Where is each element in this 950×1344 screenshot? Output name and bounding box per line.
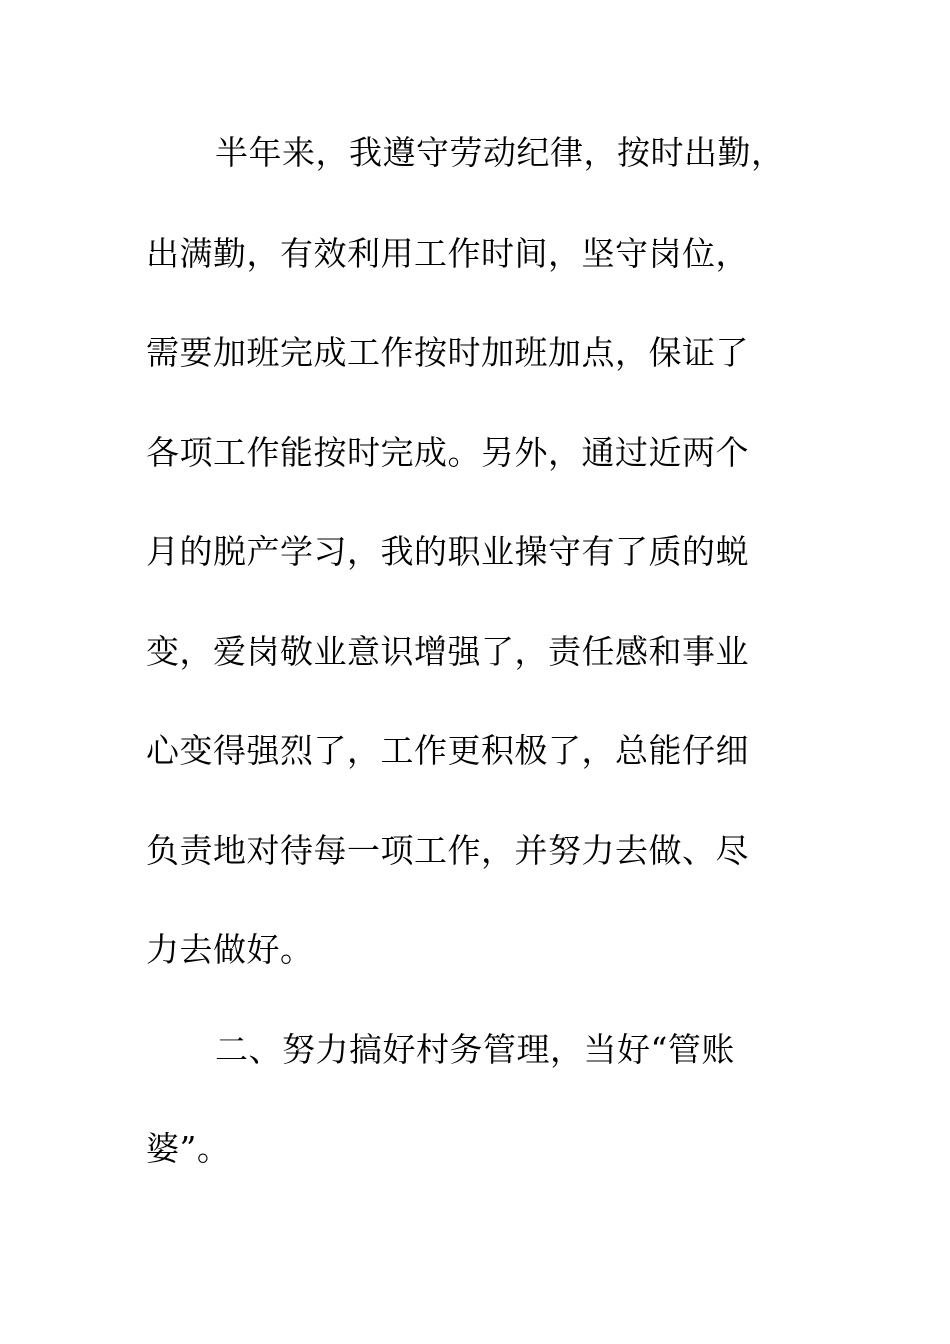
text-line: 半年来，我遵守劳动纪律，按时出勤， bbox=[215, 133, 785, 172]
text-line: 需要加班完成工作按时加班加点，保证了 bbox=[146, 333, 749, 372]
section-heading-line: 婆”。 bbox=[146, 1129, 231, 1168]
text-line: 月的脱产学习，我的职业操守有了质的蜕 bbox=[146, 532, 749, 571]
text-line: 变，爱岗敬业意识增强了，责任感和事业 bbox=[146, 632, 749, 671]
section-heading-line: 二、努力搞好村务管理，当好“管账 bbox=[215, 1030, 735, 1069]
text-line: 出满勤，有效利用工作时间，坚守岗位， bbox=[146, 234, 749, 273]
text-line: 力去做好。 bbox=[146, 930, 314, 969]
text-line: 心变得强烈了，工作更积极了，总能仔细 bbox=[146, 731, 749, 770]
text-line: 各项工作能按时完成。另外，通过近两个 bbox=[146, 433, 749, 472]
text-line: 负责地对待每一项工作，并努力去做、尽 bbox=[146, 831, 749, 870]
